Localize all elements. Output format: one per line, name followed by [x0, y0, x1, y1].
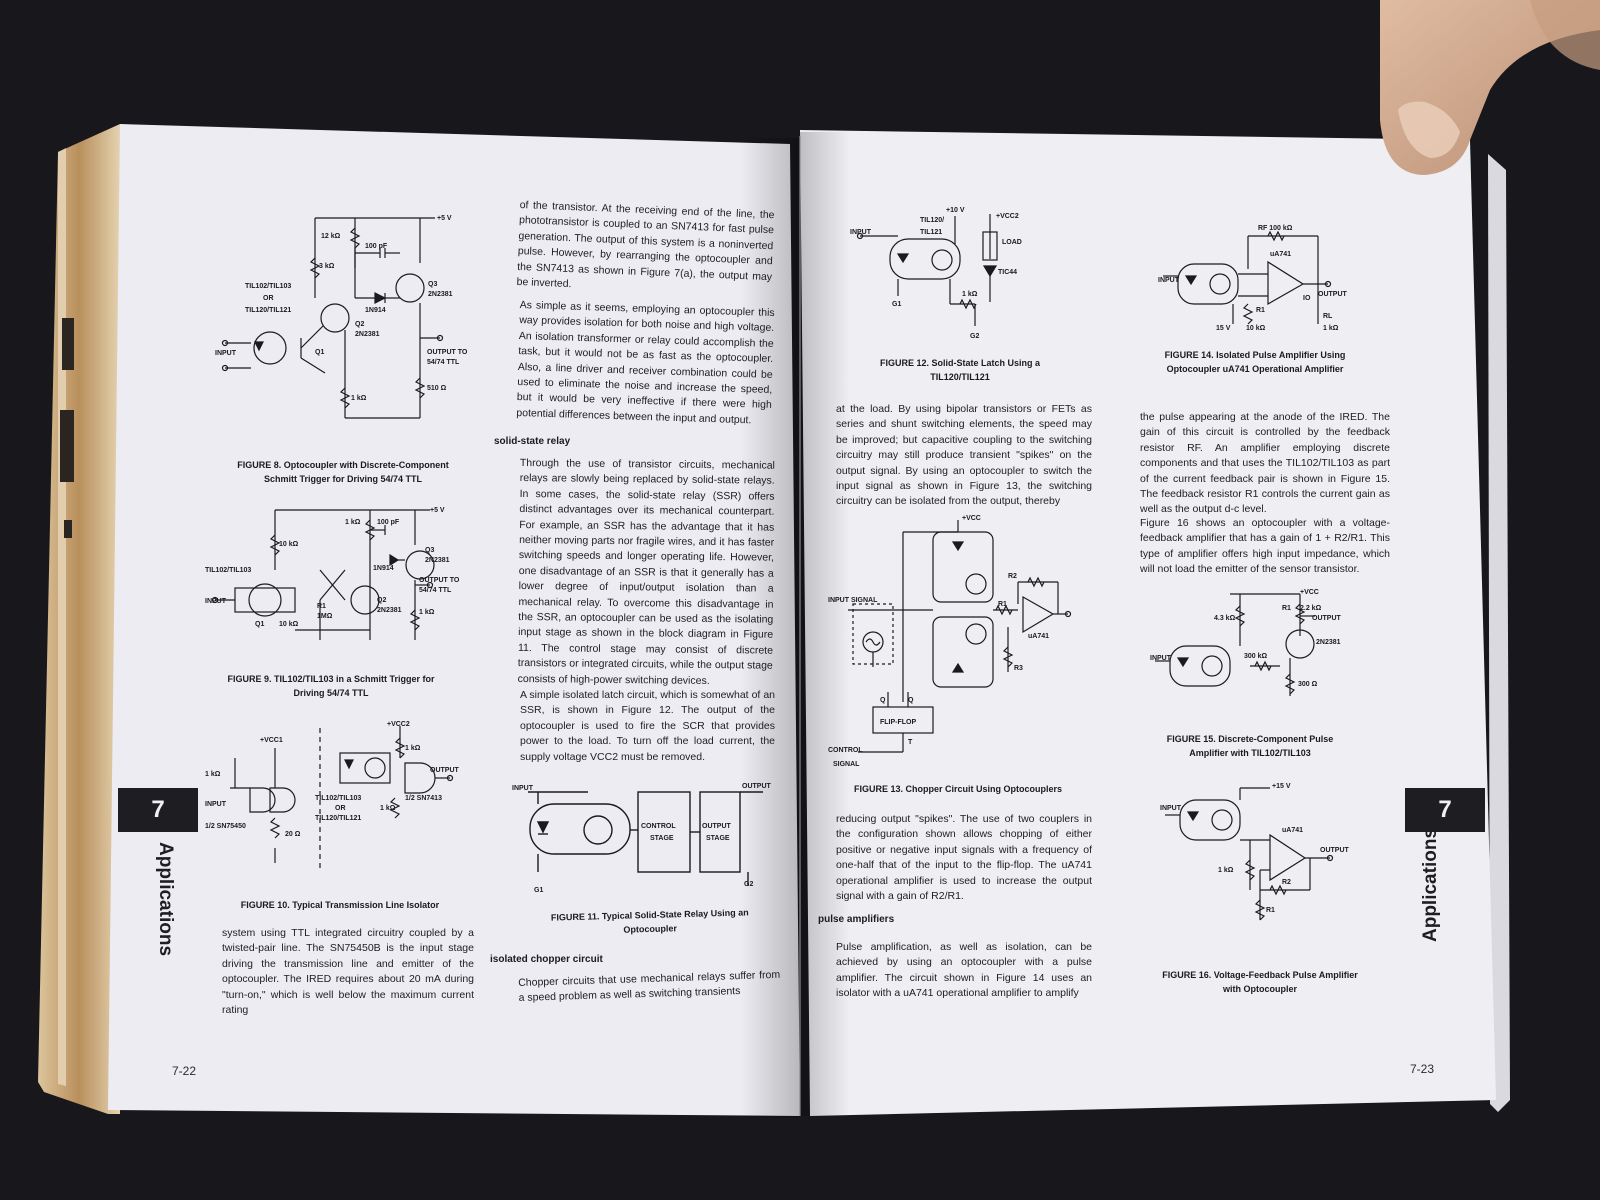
svg-text:INPUT SIGNAL: INPUT SIGNAL	[828, 597, 878, 604]
svg-text:1 kΩ: 1 kΩ	[345, 519, 361, 526]
svg-text:TIL102/TIL103: TIL102/TIL103	[245, 283, 292, 290]
svg-text:+10 V: +10 V	[946, 207, 965, 214]
svg-text:Q2: Q2	[355, 321, 365, 328]
chapter-tab-left: 7	[118, 788, 198, 832]
svg-text:3 kΩ: 3 kΩ	[319, 263, 335, 270]
svg-text:OUTPUT: OUTPUT	[430, 767, 459, 774]
svg-text:RL: RL	[1323, 313, 1333, 320]
svg-text:1 kΩ: 1 kΩ	[962, 291, 978, 298]
svg-text:IO: IO	[1303, 295, 1311, 302]
svg-text:TIL121: TIL121	[920, 229, 943, 236]
svg-text:12 kΩ: 12 kΩ	[321, 233, 341, 240]
svg-text:1MΩ: 1MΩ	[317, 613, 333, 620]
svg-text:INPUT: INPUT	[512, 785, 533, 792]
svg-text:1 kΩ: 1 kΩ	[405, 745, 421, 752]
svg-text:INPUT: INPUT	[1160, 805, 1181, 812]
svg-text:1N914: 1N914	[373, 565, 394, 572]
svg-text:OUTPUT: OUTPUT	[1318, 291, 1347, 298]
svg-text:+VCC1: +VCC1	[260, 737, 283, 744]
svg-text:Q1: Q1	[315, 349, 325, 356]
svg-text:1/2 SN75450: 1/2 SN75450	[205, 823, 246, 830]
figure-12-schematic	[850, 204, 1060, 354]
svg-text:OUTPUT TO: OUTPUT TO	[427, 349, 468, 356]
svg-text:+VCC: +VCC	[1300, 589, 1319, 596]
svg-text:10 kΩ: 10 kΩ	[279, 621, 299, 628]
svg-text:OR: OR	[335, 805, 346, 812]
figure-16-schematic	[1160, 780, 1360, 930]
svg-text:2N2381: 2N2381	[1316, 639, 1341, 646]
svg-text:1N914: 1N914	[365, 307, 386, 314]
svg-text:INPUT: INPUT	[205, 598, 226, 605]
page-edge-mark	[60, 410, 74, 482]
svg-text:1 kΩ: 1 kΩ	[380, 805, 396, 812]
svg-text:uA741: uA741	[1028, 633, 1050, 640]
page-number-left: 7-22	[172, 1064, 197, 1078]
svg-text:INPUT: INPUT	[850, 229, 871, 236]
svg-text:CONTROL: CONTROL	[641, 823, 676, 830]
left-col2-paragraph-2: As simple as it seems, employing an optocoupler this way provides isolation for both noise and high voltage. An isolation transformer or relay could accomplish the task, but it would not be as fast as the optocoupler. Also, a line driver and receiver combination could be used to eliminate the noise and increase the speed, but it would be very ineffective if there were high potential differences between the input and output.	[516, 298, 775, 427]
svg-text:SIGNAL: SIGNAL	[833, 761, 860, 768]
figure-11-block-diagram	[508, 782, 778, 902]
svg-text:OUTPUT: OUTPUT	[1312, 615, 1341, 622]
svg-text:uA741: uA741	[1282, 827, 1304, 834]
svg-text:100 pF: 100 pF	[365, 243, 388, 250]
svg-text:1 kΩ: 1 kΩ	[1323, 325, 1339, 332]
svg-text:510 Ω: 510 Ω	[427, 385, 447, 392]
svg-text:INPUT: INPUT	[205, 801, 226, 808]
svg-text:+5 V: +5 V	[437, 215, 452, 222]
svg-text:+VCC2: +VCC2	[996, 213, 1019, 220]
svg-text:T: T	[908, 739, 913, 746]
svg-text:R2: R2	[1282, 879, 1291, 886]
right-col2-paragraph-2: Figure 16 shows an optocoupler with a voltage-feedback amplifier that has a gain of 1 + R2/R1. This type of amplifier offers high input impedance, which will not load the emitter of the sensor transistor.	[1140, 517, 1390, 576]
figure-9-schematic	[205, 500, 475, 660]
svg-text:G2: G2	[970, 333, 980, 340]
figure-10-schematic	[205, 718, 465, 878]
heading-pulse-amplifiers: pulse amplifiers	[818, 914, 895, 925]
left-col2-paragraph-1: of the transistor. At the receiving end of the line, the phototransistor is coupled to an SN7413 for fast pulse generation. The output of this system is a noninverted pulse. However, by rearranging the optocoupler and the SN7413 as shown in Figure 7(a), the output may be inverted.	[516, 198, 775, 291]
svg-text:1 kΩ: 1 kΩ	[205, 771, 221, 778]
svg-text:G1: G1	[892, 301, 902, 308]
page-edge-mark	[62, 318, 74, 370]
svg-text:R1: R1	[317, 603, 326, 610]
svg-text:1 kΩ: 1 kΩ	[1218, 867, 1234, 874]
chapter-tab-right: 7	[1405, 788, 1485, 832]
svg-text:2N2381: 2N2381	[425, 557, 450, 564]
svg-text:STAGE: STAGE	[706, 835, 730, 842]
svg-text:R1: R1	[1282, 605, 1291, 612]
svg-text:R2: R2	[1008, 573, 1017, 580]
figure-15-caption: FIGURE 15. Discrete-Component Pulse Amplifier with TIL102/TIL103	[1166, 734, 1334, 758]
figure-10-caption: FIGURE 10. Typical Transmission Line Isolator	[240, 900, 440, 910]
svg-text:RF 100 kΩ: RF 100 kΩ	[1258, 225, 1293, 232]
svg-text:15 V: 15 V	[1216, 325, 1231, 332]
left-page-stack	[38, 124, 120, 1114]
figure-12-caption: FIGURE 12. Solid-State Latch Using a TIL120/TIL121	[879, 358, 1041, 382]
figure-8-caption: FIGURE 8. Optocoupler with Discrete-Component Schmitt Trigger for Driving 54/74 TTL	[237, 460, 449, 484]
svg-text:10 kΩ: 10 kΩ	[279, 541, 299, 548]
left-col2-paragraph-4: A simple isolated latch circuit, which is somewhat of an SSR, is shown in Figure 12. The output of the optocoupler is used to fire the SCR that provides power to the load. To turn off the load current, the supply voltage VCC2 must be removed.	[520, 689, 775, 763]
svg-text:100 pF: 100 pF	[377, 519, 400, 526]
svg-text:Q: Q	[880, 697, 886, 704]
svg-text:FLIP-FLOP: FLIP-FLOP	[880, 719, 917, 726]
svg-text:54/74 TTL: 54/74 TTL	[427, 359, 460, 366]
svg-text:uA741: uA741	[1270, 251, 1292, 258]
figure-15-schematic	[1150, 586, 1360, 716]
left-col2-bottom-paragraph: Chopper circuits that use mechanical relays suffer from a speed problem as well as switching transients	[518, 968, 781, 1005]
svg-text:+VCC2: +VCC2	[387, 721, 410, 728]
figure-14-caption: FIGURE 14. Isolated Pulse Amplifier Using Optocoupler uA741 Operational Amplifier	[1164, 350, 1346, 374]
svg-text:TIL102/TIL103: TIL102/TIL103	[315, 795, 362, 802]
figure-11-caption: FIGURE 11. Typical Solid-State Relay Using an Optocoupler	[550, 907, 749, 935]
heading-isolated-chopper: isolated chopper circuit	[490, 954, 603, 965]
figure-14-schematic	[1158, 224, 1368, 344]
svg-text:1 kΩ: 1 kΩ	[419, 609, 435, 616]
svg-text:INPUT: INPUT	[1150, 655, 1171, 662]
hand-holding-page	[1380, 0, 1600, 200]
svg-text:R3: R3	[1014, 665, 1023, 672]
svg-text:Q2: Q2	[377, 597, 387, 604]
svg-text:54/74 TTL: 54/74 TTL	[419, 587, 452, 594]
svg-text:TIL120/TIL121: TIL120/TIL121	[315, 815, 362, 822]
svg-text:20 Ω: 20 Ω	[285, 831, 301, 838]
svg-text:R1: R1	[998, 601, 1007, 608]
svg-text:2N2381: 2N2381	[428, 291, 453, 298]
svg-text:300 Ω: 300 Ω	[1298, 681, 1318, 688]
left-col2-paragraph-3: Through the use of transistor circuits, mechanical relays are slowly being replaced by solid-state relays. In some cases, the solid-state relay (SSR) offers distinct advantages over its mechanical counterpart. For example, an SSR has the advantage that it has neither moving parts nor fragile wires, and it has faster switching speeds and longer operating life. However, one disadvantage of an SSR is that it generally has a lower degree of input/output isolation than a mechanical relay. To overcome this disadvantage in the SSR, an optocoupler can be used as the isolating input stage as shown in the block diagram in Figure 11. The control stage may consist of discrete transistors or integrated circuits, while the output stage consists of high-power switching devices.	[517, 456, 775, 687]
page-number-right: 7-23	[1410, 1062, 1435, 1076]
svg-text:R1: R1	[1266, 907, 1275, 914]
figure-16-caption: FIGURE 16. Voltage-Feedback Pulse Amplifier with Optocoupler	[1162, 970, 1358, 994]
svg-text:OR: OR	[263, 295, 274, 302]
svg-text:OUTPUT: OUTPUT	[1320, 847, 1349, 854]
svg-text:2N2381: 2N2381	[377, 607, 402, 614]
svg-text:10 kΩ: 10 kΩ	[1246, 325, 1266, 332]
figure-13-caption: FIGURE 13. Chopper Circuit Using Optocouplers	[853, 784, 1063, 794]
right-col1-paragraph-3: Pulse amplification, as well as isolation, can be achieved by using an optocoupler with a pulse amplifier. The circuit shown in Figure 14 uses an isolator with a uA741 operational amplifier to amplify	[836, 941, 1092, 1000]
svg-text:+15 V: +15 V	[1272, 783, 1291, 790]
heading-solid-state-relay: solid-state relay	[494, 436, 571, 447]
svg-text:+5 V: +5 V	[430, 507, 445, 514]
chapter-label-right: Applications	[1420, 827, 1441, 942]
svg-text:2N2381: 2N2381	[355, 331, 380, 338]
svg-text:INPUT: INPUT	[1158, 277, 1179, 284]
svg-text:G2: G2	[744, 881, 754, 888]
right-col1-paragraph-1: at the load. By using bipolar transistors or FETs as series and shunt switching elements, the speed may be improved; but capacitive coupling to the switching circuitry may still produce transient "spikes" on the output signal. By using an optocoupler to switch the input signal as shown in Figure 13, the switching circuitry can be isolated from the output, thereby	[836, 403, 1092, 508]
svg-text:1/2 SN7413: 1/2 SN7413	[405, 795, 442, 802]
svg-text:CONTROL: CONTROL	[828, 747, 863, 754]
svg-text:1 kΩ: 1 kΩ	[351, 395, 367, 402]
svg-text:TIL102/TIL103: TIL102/TIL103	[205, 567, 252, 574]
right-col1-paragraph-2: reducing output "spikes". The use of two couplers in the configuration shown allows chopping of either positive or negative input signals with a frequency of one-half that of the input to the flip-flop. The uA741 operational amplifier is used to increase the output signal with a gain of R2/R1.	[836, 813, 1092, 903]
svg-text:INPUT: INPUT	[215, 350, 236, 357]
figure-13-schematic	[828, 512, 1078, 772]
svg-text:G1: G1	[534, 887, 544, 894]
figure-9-caption: FIGURE 9. TIL102/TIL103 in a Schmitt Trigger for Driving 54/74 TTL	[227, 674, 435, 698]
svg-text:TIC44: TIC44	[998, 269, 1018, 276]
svg-text:Q3: Q3	[425, 547, 435, 554]
chapter-label-left: Applications	[155, 842, 176, 957]
svg-text:Q1: Q1	[255, 621, 265, 628]
right-col2-paragraph-1: the pulse appearing at the anode of the IRED. The gain of this circuit is controlled by the feedback resistor RF. An amplifier employing discrete components and that uses the TIL102/TIL103 as part of the current feedback pair is shown in Figure 15. The feedback resistor R1 controls the current gain as well as the output d-c level.	[1140, 411, 1390, 516]
svg-text:4.3 kΩ: 4.3 kΩ	[1214, 615, 1236, 622]
figure-8-schematic	[215, 208, 485, 458]
svg-text:2.2 kΩ: 2.2 kΩ	[1300, 605, 1322, 612]
svg-text:Q3: Q3	[428, 281, 438, 288]
svg-text:TIL120/TIL121: TIL120/TIL121	[245, 307, 292, 314]
page-edge-mark	[64, 520, 72, 538]
svg-text:R1: R1	[1256, 307, 1265, 314]
svg-text:+VCC: +VCC	[962, 515, 981, 522]
svg-text:OUTPUT TO: OUTPUT TO	[419, 577, 460, 584]
svg-text:300 kΩ: 300 kΩ	[1244, 653, 1268, 660]
svg-text:STAGE: STAGE	[650, 835, 674, 842]
svg-text:OUTPUT: OUTPUT	[742, 783, 771, 790]
svg-text:LOAD: LOAD	[1002, 239, 1022, 246]
svg-text:OUTPUT: OUTPUT	[702, 823, 731, 830]
svg-text:Q: Q	[908, 697, 914, 704]
left-col1-bottom-paragraph: system using TTL integrated circuitry coupled by a twisted-pair line. The SN75450B is the input stage driving the transmission line and emitter of the optocoupler. The IRED requires about 20 mA during "turn-on," which is well below the maximum current rating	[222, 927, 474, 1017]
svg-text:TIL120/: TIL120/	[920, 217, 945, 224]
